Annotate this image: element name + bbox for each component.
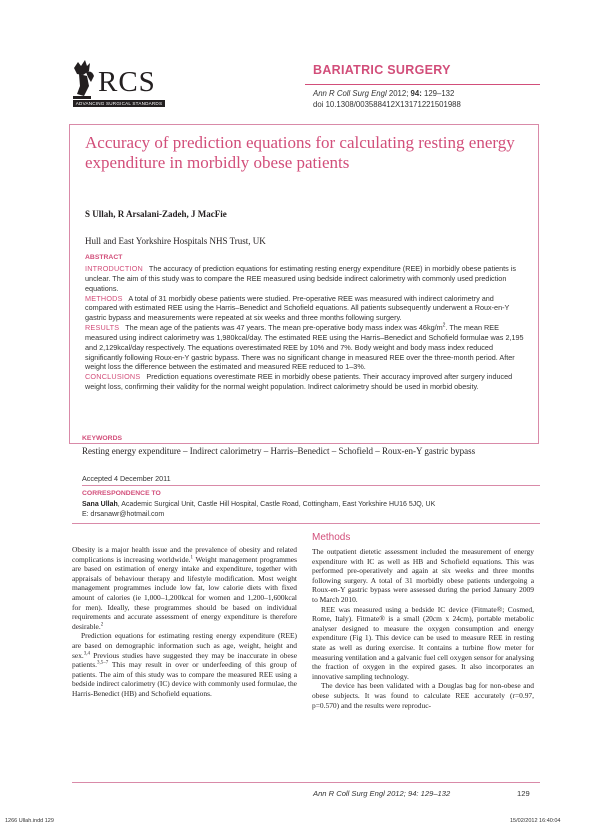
correspondence-email: E: drsanawr@hotmail.com (82, 511, 165, 518)
affiliation: Hull and East Yorkshire Hospitals NHS Trust, UK (85, 236, 266, 246)
conclusions-text: Prediction equations overestimate REE in morbidly obese patients. Their accuracy improved after surgery induced weight loss, confirming their validity for the normal weight population. Indirect calorimetry should be used in morbid obesity. (85, 372, 513, 392)
keywords-label: KEYWORDS (82, 435, 123, 442)
footer-divider (72, 782, 540, 783)
keywords-text: Resting energy expenditure – Indirect calorimetry – Harris–Benedict – Schofield – Roux-en-Y gastric bypass (82, 446, 476, 456)
logo-tagline: ADVANCING SURGICAL STANDARDS (73, 100, 165, 107)
journal-volume: 94: (410, 89, 422, 98)
authors: S Ullah, R Arsalani-Zadeh, J MacFie (85, 209, 227, 219)
journal-name: Ann R Coll Surg Engl (313, 89, 387, 98)
print-slug-file: 1266 Ullah.indd 129 (5, 818, 54, 824)
abstract-label: ABSTRACT (85, 254, 123, 261)
intro-paragraph-2: Prediction equations for estimating resting energy expenditure (REE) are based on demographic information such as age, weight, height and sex.$^{3,4}$ Previous studies have suggested they may be inaccurate in obese patients.$^{3,5-7}$ This may result in over or underfeeding of this group of patients. The aim of this study was to compare the measured REE using a bedside indirect calorimetry (IC) device with commonly used formulae, the Harris-Benedict (HB) and Schofield equations. (72, 631, 297, 698)
abstract-text (85, 264, 525, 392)
body-right-column (312, 547, 534, 710)
journal-citation (313, 89, 461, 110)
correspondence-label: CORRESPONDENCE TO (82, 490, 161, 497)
methods-paragraph-2: REE was measured using a bedside IC device (Fitmate®; Cosmed, Rome, Italy). Fitmate® is a small (20cm x 24cm), portable metabolic analyser designed to measure the oxygen consumption and energy expenditure (Fig 1). This device can be used to measure REE in resting state as well as during exercise. It contains a turbine flow meter for measuring ventilation and a galvanic fuel cell oxygen sensor for analysing the fraction of oxygen in the expired gases. It also incorporates an innovative sampling technology. (312, 604, 534, 681)
correspondence-name: Sana Ullah (82, 501, 118, 508)
methods-heading: Methods (312, 532, 351, 543)
conclusions-label: CONCLUSIONS (85, 372, 141, 382)
results-text-cont: . The mean REE measured using indirect calorimetry was 1,980kcal/day. The estimated REE using the Harris–Benedict and Schofield formulae was 2,195 and 2,129kcal/day respectively. The equations overestimated REE by 10% and 7%. Body weight and body mass index reduced significantly following Roux-en-Y gastric bypass. There was no significant change in measured REE over the three-month period. After weight loss the difference between the estimated and measured REE reduced to 1–3%. (85, 323, 524, 372)
section-heading: BARIATRIC SURGERY (313, 63, 451, 77)
results-superscript: 2 (442, 322, 446, 329)
intro-text: The accuracy of prediction equations for estimating resting energy expenditure (REE) in morbidly obese patients is unclear. The aim of this study was to compare the REE measured using bedside indirect calorimetry with commonly used prediction equations. (85, 264, 517, 293)
print-slug-date: 15/02/2012 16:40:04 (510, 818, 561, 824)
footer-citation: Ann R Coll Surg Engl 2012; 94: 129–132 (313, 789, 451, 798)
correspondence-address-text: , Academic Surgical Unit, Castle Hill Hospital, Castle Road, Cottingham, East Yorkshire HU16 5JQ, UK (117, 501, 436, 508)
methods-text: A total of 31 morbidly obese patients were studied. Pre-operative REE was measured with indirect calorimetry and compared with estimated REE using the Harris–Benedict and Schofield equations. All patients subsequently underwent a Roux-en-Y gastric bypass and measurements were repeated at six weeks and three months following surgery. (85, 293, 510, 323)
accepted-date: Accepted 4 December 2011 (82, 474, 171, 483)
page-number: 129 (517, 789, 530, 798)
correspondence-divider (72, 523, 540, 524)
methods-label: METHODS (85, 293, 123, 303)
body-left-column (72, 545, 297, 699)
results-text: The mean age of the patients was 47 years. The mean pre-operative body mass index was 46kg/m (125, 323, 443, 333)
correspondence-address (82, 501, 435, 508)
journal-pages: 129–132 (424, 89, 455, 98)
intro-paragraph-1: Obesity is a major health issue and the prevalence of obesity and related complications is increasing worldwide.$^1$ Weight management programmes are based on estimation of energy intake and expenditure, together with appraisals of behaviour therapy and lifestyle modification. Most weight management programmes include low fat, low calorie diets with fixed amount of calories (ie 1,000–1,200kcal for women and 1,200–1,600kcal for men). Ideally, these programmes should be based on individual requirements and accurate assessment of energy expenditure is therefore desirable.$^2$ (72, 545, 297, 631)
journal-year: 2012; (388, 89, 409, 98)
methods-paragraph-1: The outpatient dietetic assessment included the measurement of energy expenditure with IC as well as HB and Schofield equations. This was performed pre-operatively and again at six weeks and three months following surgery. A total of 31 morbidly obese patients undergoing a Roux-en-Y gastric bypass were assessed during the period January 2009 to March 2010. (312, 547, 534, 604)
article-title: Accuracy of prediction equations for calculating resting energy expenditure in morbidly obese patients (85, 133, 515, 172)
accepted-divider (82, 485, 540, 486)
intro-label: INTRODUCTION (85, 264, 143, 273)
doi: doi 10.1308/003588412X13171221501988 (313, 99, 461, 109)
logo-wordmark: RCS (98, 66, 156, 98)
section-divider (305, 84, 540, 85)
methods-paragraph-3: The device has been validated with a Douglas bag for non-obese and obese subjects. It was found to calculate REE accurately (r=0.97, p=0.570) and the results were reproduc- (312, 681, 534, 710)
results-label: RESULTS (85, 323, 120, 333)
